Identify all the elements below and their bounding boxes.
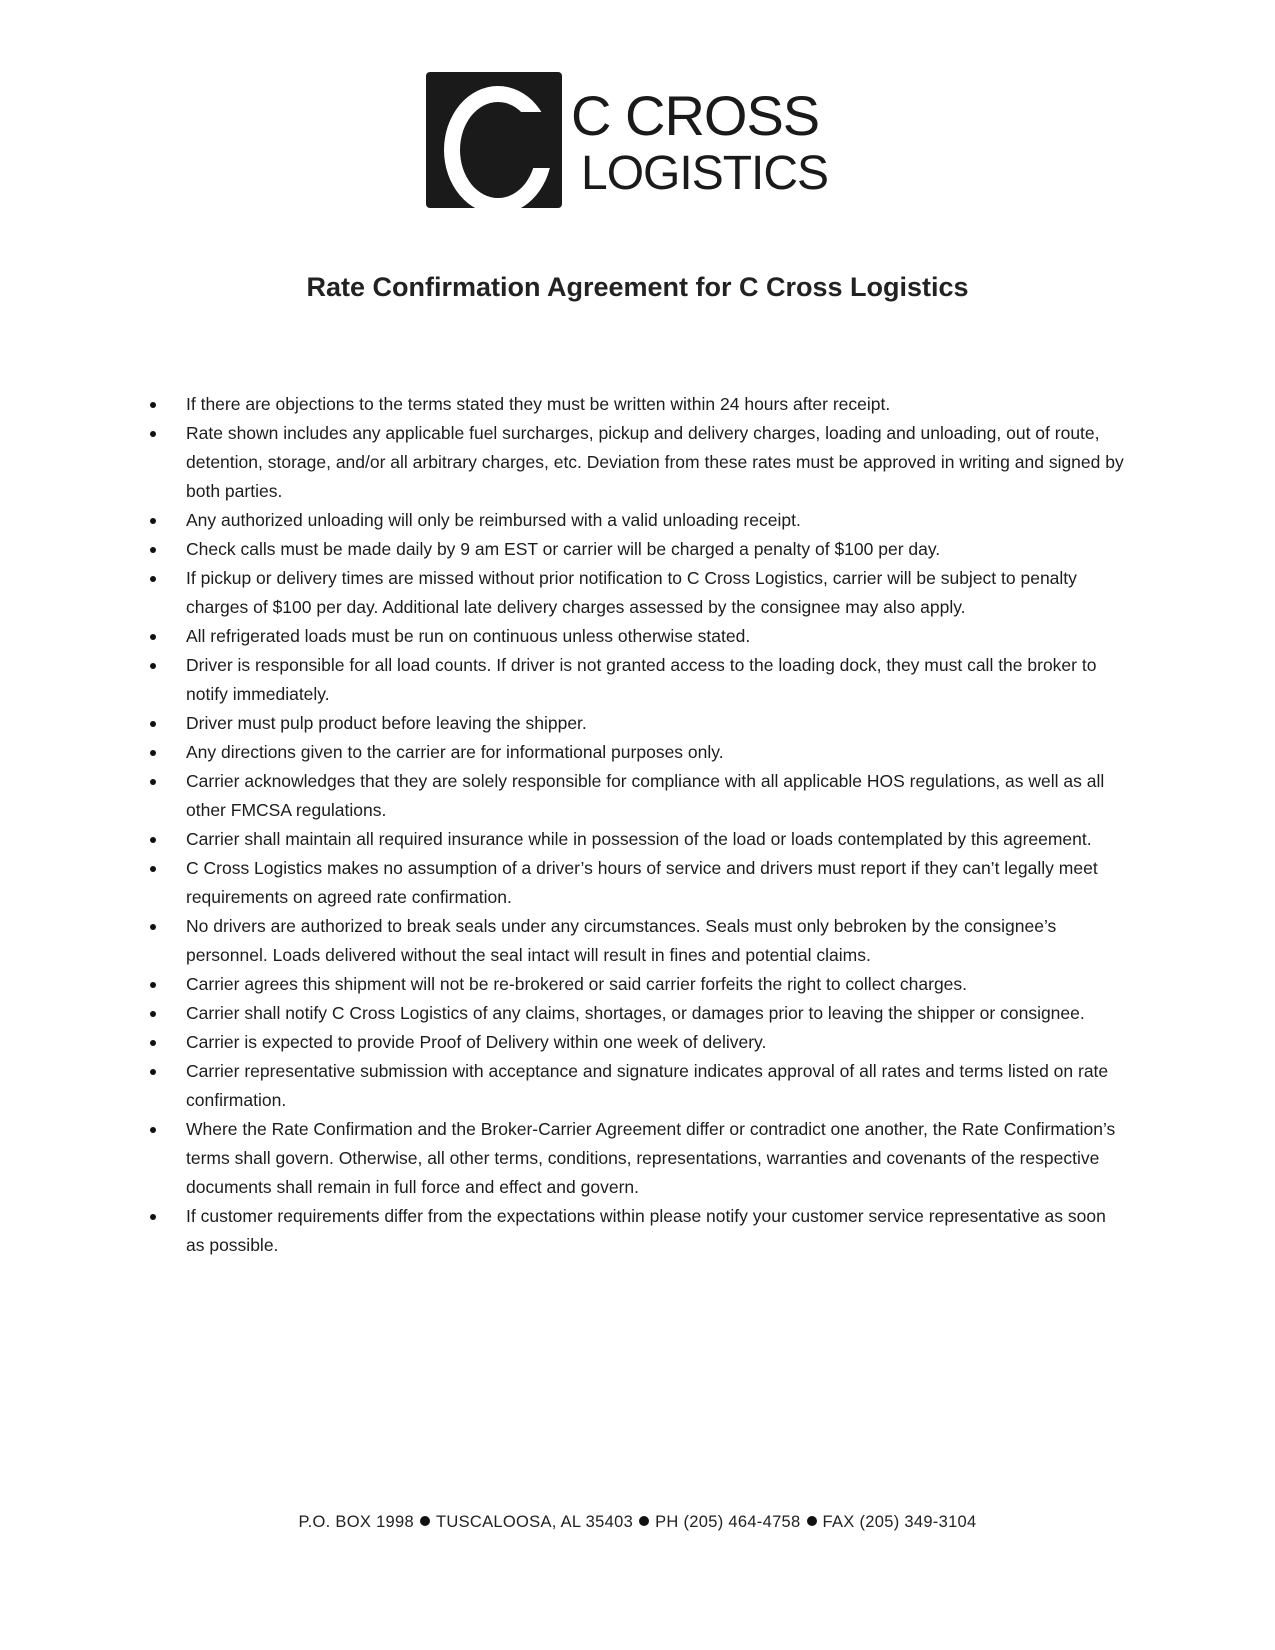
company-logo — [426, 72, 829, 208]
term-item: All refrigerated loads must be run on continuous unless otherwise stated. — [186, 622, 1126, 651]
term-item: No drivers are authorized to break seals under any circumstances. Seals must only bebroken by the consignee’s personnel. Loads delivered without the seal intact will result in fines and potential claims. — [186, 912, 1126, 970]
term-item: Where the Rate Confirmation and the Broker-Carrier Agreement differ or contradict one another, the Rate Confirmation’s terms shall govern. Otherwise, all other terms, conditions, representations, warranties and covenants of the respective documents shall remain in full force and effect and govern. — [186, 1115, 1126, 1202]
terms-list — [186, 390, 1126, 1260]
term-item: Carrier is expected to provide Proof of Delivery within one week of delivery. — [186, 1028, 1126, 1057]
logo-text-line2: LOGISTICS — [581, 147, 829, 200]
bullet-dot-icon — [420, 1516, 430, 1526]
term-item: Driver is responsible for all load counts. If driver is not granted access to the loading dock, they must call the broker to notify immediately. — [186, 651, 1126, 709]
footer-address: P.O. BOX 1998 — [298, 1513, 414, 1531]
footer-phone: PH (205) 464-4758 — [655, 1513, 801, 1531]
term-item: Rate shown includes any applicable fuel surcharges, pickup and delivery charges, loading and unloading, out of route, detention, storage, and/or all arbitrary charges, etc. Deviation from these rates must be approved in writing and signed by both parties. — [186, 419, 1126, 506]
term-item: Driver must pulp product before leaving the shipper. — [186, 709, 1126, 738]
term-item: Carrier representative submission with acceptance and signature indicates approval of all rates and terms listed on rate confirmation. — [186, 1057, 1126, 1115]
bullet-dot-icon — [639, 1516, 649, 1526]
term-item: Check calls must be made daily by 9 am EST or carrier will be charged a penalty of $100 per day. — [186, 535, 1126, 564]
term-item: Carrier shall maintain all required insurance while in possession of the load or loads contemplated by this agreement. — [186, 825, 1126, 854]
term-item: Carrier shall notify C Cross Logistics of any claims, shortages, or damages prior to leaving the shipper or consignee. — [186, 999, 1126, 1028]
term-item: Any authorized unloading will only be reimbursed with a valid unloading receipt. — [186, 506, 1126, 535]
term-item: If pickup or delivery times are missed without prior notification to C Cross Logistics, carrier will be subject to penalty charges of $100 per day. Additional late delivery charges assessed by the consignee may also apply. — [186, 564, 1126, 622]
footer-contact — [0, 1513, 1275, 1532]
logo-mark-icon — [426, 72, 562, 208]
document-title: Rate Confirmation Agreement for C Cross Logistics — [306, 272, 969, 302]
term-item: C Cross Logistics makes no assumption of a driver’s hours of service and drivers must report if they can’t legally meet requirements on agreed rate confirmation. — [186, 854, 1126, 912]
term-item: Carrier agrees this shipment will not be re-brokered or said carrier forfeits the right to collect charges. — [186, 970, 1126, 999]
footer-city: TUSCALOOSA, AL 35403 — [435, 1513, 634, 1531]
term-item: If there are objections to the terms stated they must be written within 24 hours after receipt. — [186, 390, 1126, 419]
term-item: Any directions given to the carrier are for informational purposes only. — [186, 738, 1126, 767]
footer-fax: FAX (205) 349-3104 — [822, 1513, 977, 1531]
term-item: Carrier acknowledges that they are solely responsible for compliance with all applicable HOS regulations, as well as all other FMCSA regulations. — [186, 767, 1126, 825]
bullet-dot-icon — [807, 1516, 817, 1526]
term-item: If customer requirements differ from the expectations within please notify your customer service representative as soon as possible. — [186, 1202, 1126, 1260]
logo-text-line1: C CROSS — [571, 84, 820, 147]
